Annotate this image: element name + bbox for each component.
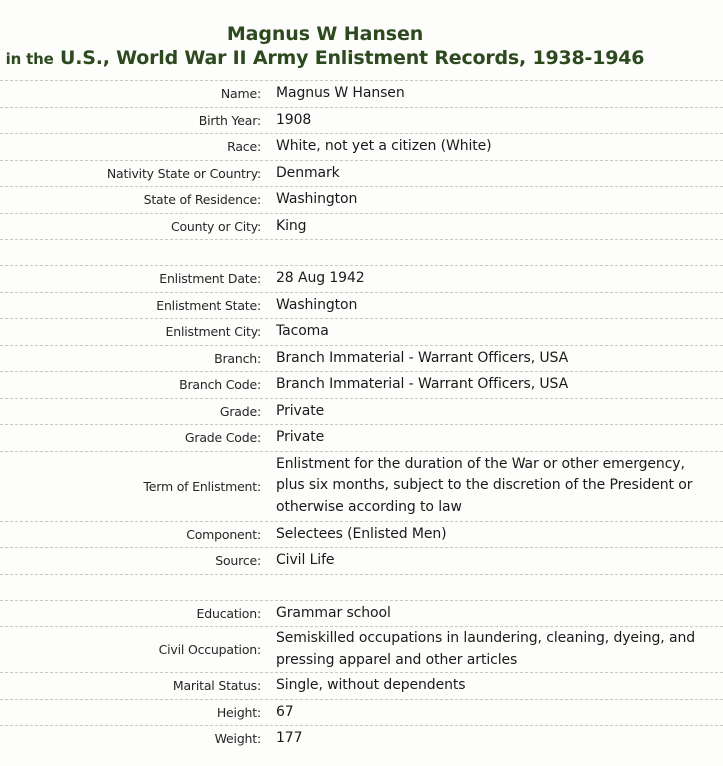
record-row-weight <box>0 725 723 752</box>
record-row-enlistment-city <box>0 318 723 345</box>
field-value: Grammar school <box>276 604 391 621</box>
record-row-component <box>0 521 723 548</box>
field-value: Washington <box>276 191 358 207</box>
record-row-branch <box>0 345 723 372</box>
field-label: Race: <box>227 139 261 155</box>
field-value: Branch Immaterial - Warrant Officers, USA <box>276 349 569 366</box>
record-row-state-of-residence <box>0 186 723 213</box>
field-label: Grade: <box>219 403 261 419</box>
field-value: 1908 <box>276 111 312 128</box>
record-row-education <box>0 600 723 627</box>
field-label: Marital Status: <box>172 678 261 694</box>
field-label: Education: <box>196 605 261 621</box>
field-value: Tacoma <box>276 323 329 339</box>
field-value: 28 Aug 1942 <box>276 270 365 286</box>
field-label: Height: <box>216 704 261 720</box>
field-value: Selectees (Enlisted Men) <box>276 525 447 542</box>
section-spacer <box>0 574 723 600</box>
field-label: Weight: <box>214 731 261 747</box>
field-label: Nativity State or Country: <box>106 165 261 181</box>
field-label: Enlistment State: <box>156 297 261 313</box>
record-row-birth-year <box>0 107 723 134</box>
field-value: 67 <box>276 703 294 720</box>
field-label: Civil Occupation: <box>158 642 261 657</box>
record-header <box>0 22 650 71</box>
field-value: Semiskilled occupations in laundering, cleaning, dyeing, and pressing apparel and other articles <box>276 630 696 668</box>
field-value: Enlistment for the duration of the War or other emergency, plus six months, subject to the discretion of the President or otherwise according to law <box>276 455 693 515</box>
field-label: Grade Code: <box>184 430 261 446</box>
field-label: Enlistment Date: <box>159 271 261 287</box>
field-value: King <box>276 217 307 234</box>
record-row-height <box>0 699 723 726</box>
record-row-name <box>0 80 723 107</box>
field-value: Branch Immaterial - Warrant Officers, USA <box>276 376 569 392</box>
record-row-branch-code <box>0 371 723 398</box>
record-row-term-of-enlistment <box>0 451 723 521</box>
record-row-nativity <box>0 160 723 187</box>
page-title: Magnus W Hansen <box>226 23 424 45</box>
field-value: Civil Life <box>276 552 335 568</box>
record-row-race <box>0 133 723 160</box>
field-value: Single, without dependents <box>276 677 466 693</box>
field-label: Source: <box>215 553 261 569</box>
field-label: Enlistment City: <box>165 324 261 340</box>
field-value: Magnus W Hansen <box>276 85 405 101</box>
field-label: Birth Year: <box>198 112 261 128</box>
field-label: Component: <box>186 526 261 542</box>
record-row-source <box>0 547 723 574</box>
field-value: White, not yet a citizen (White) <box>276 138 492 154</box>
field-label: County or City: <box>170 218 261 234</box>
field-value: Private <box>276 429 325 445</box>
record-row-marital-status <box>0 672 723 699</box>
section-spacer <box>0 239 723 265</box>
record-row-enlistment-state <box>0 292 723 319</box>
collection-title <box>0 46 650 71</box>
record-row-grade-code <box>0 424 723 451</box>
field-label: Branch Code: <box>179 377 261 393</box>
field-value: Denmark <box>276 164 340 181</box>
field-value: Private <box>276 402 325 419</box>
record-table <box>0 80 723 752</box>
field-label: Branch: <box>214 350 261 366</box>
record-row-enlistment-date <box>0 265 723 292</box>
record-row-civil-occupation <box>0 626 723 672</box>
collection-name: U.S., World War II Army Enlistment Records, 1938-1946 <box>59 47 645 69</box>
field-label: Term of Enlistment: <box>143 478 261 494</box>
field-label: Name: <box>220 86 261 102</box>
field-value: Washington <box>276 296 358 313</box>
record-row-grade <box>0 398 723 425</box>
field-value: 177 <box>276 730 303 746</box>
record-row-county <box>0 213 723 240</box>
field-label: State of Residence: <box>143 192 261 208</box>
subtitle-prefix: in the <box>5 50 54 68</box>
